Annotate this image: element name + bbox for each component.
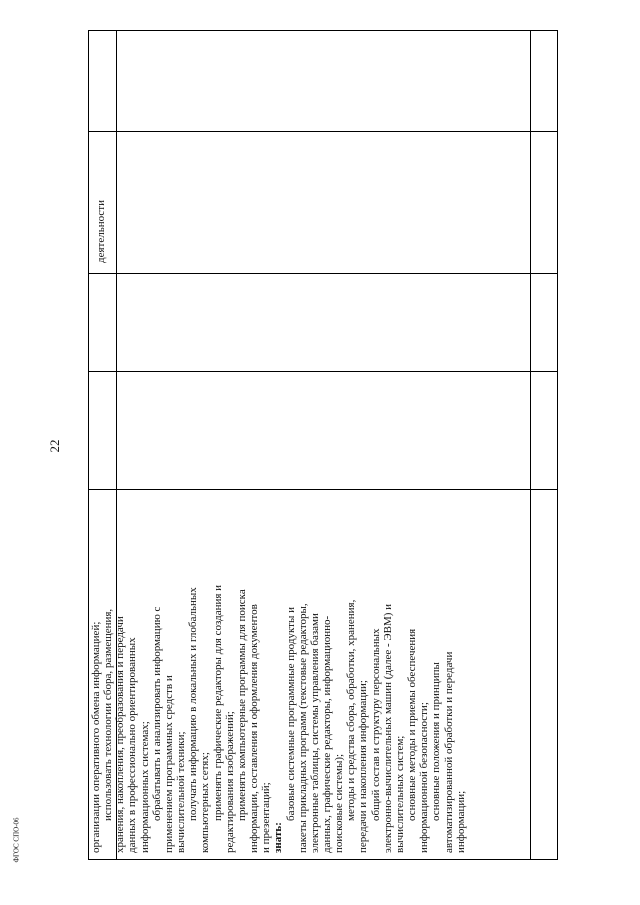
content-line: применением программных средств и [162, 675, 175, 853]
content-line: основные методы и приемы обеспечения [406, 628, 419, 821]
content-line: применять компьютерные программы для поиска [235, 589, 248, 821]
content-line: пакеты прикладных программ (текстовые редакторы, [296, 603, 309, 853]
activity-label: деятельности [95, 200, 107, 263]
footer-code: ФГОС СПО-06 [12, 817, 21, 863]
main-content-cell [90, 105, 467, 853]
content-line: электронные таблицы, системы управления базами [308, 613, 321, 853]
content-line: организации оперативного обмена информацией; [90, 621, 102, 853]
content-line: информации; [454, 790, 467, 853]
content-line: передачи и накопления информации; [357, 680, 370, 853]
content-line: данных в профессионально ориентированных [126, 637, 139, 853]
content-line: информационных системах; [138, 721, 151, 853]
curriculum-table [88, 30, 558, 860]
content-line: информационной безопасности; [418, 702, 431, 853]
content-line: использовать технологии сбора, размещения, [102, 608, 115, 821]
content-line: базовые системные программные продукты и [284, 606, 297, 821]
content-line: общий состав и структуру персональных [369, 628, 382, 821]
content-line-heading [272, 105, 284, 853]
content-line: электронно-вычислительных машин (далее - ЭВМ) и [381, 603, 394, 853]
know-heading: знать: [272, 822, 285, 853]
content-line: информации, составления и оформления документов [248, 604, 261, 853]
content-line: применять графические редакторы для создания и [211, 584, 224, 821]
content-line: поисковые системы); [333, 753, 346, 853]
content-line: и презентаций; [260, 782, 273, 853]
content-line: редактирования изображений; [223, 711, 236, 853]
content-line: компьютерных сетях; [199, 752, 212, 853]
content-line: методы и средства сбора, обработки, хранения, [345, 599, 358, 821]
content-line: данных, графические редакторы, информационно- [320, 615, 333, 853]
content-line: вычислительных систем; [393, 735, 406, 853]
column-divider [530, 31, 531, 859]
page-number: 22 [47, 439, 62, 453]
content-line: основные положения и принципы [430, 662, 443, 821]
content-line: хранения, накопления, преобразования и передачи [114, 616, 127, 853]
content-line: вычислительной техники; [175, 731, 188, 853]
content-line: получать информацию в локальных и глобальных [187, 587, 200, 821]
content-line: обрабатывать и анализировать информацию с [150, 606, 163, 821]
content-line: автоматизированной обработки и передачи [442, 651, 455, 853]
